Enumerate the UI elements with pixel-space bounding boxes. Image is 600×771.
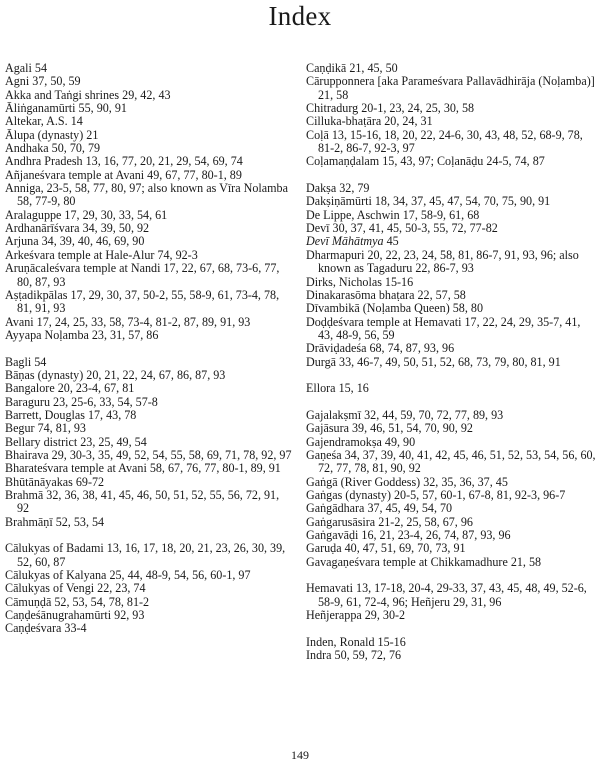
index-entry: Arjuna 34, 39, 40, 46, 69, 90 xyxy=(5,234,145,249)
index-entry-title-italic: Devī Māhātmya xyxy=(306,234,384,249)
index-entry: Ālupa (dynasty) 21 xyxy=(5,127,99,142)
index-entry: Devī 30, 37, 41, 45, 50-3, 55, 72, 77-82 xyxy=(306,221,498,236)
index-entry: Chitradurg 20-1, 23, 24, 25, 30, 58 xyxy=(306,101,475,116)
letter-group-gap xyxy=(306,622,596,635)
index-entry: Agni 37, 50, 59 xyxy=(5,74,81,89)
page-title: Index xyxy=(268,1,332,31)
index-entry: Gaṅgavāḍi 16, 21, 23-4, 26, 74, 87, 93, 96 xyxy=(306,528,511,543)
index-entry: Arkeśvara temple at Hale-Alur 74, 92-3 xyxy=(5,247,198,262)
index-entry: Brahmāṇī 52, 53, 54 xyxy=(5,514,105,529)
index-entry: Anniga, 23-5, 58, 77, 80, 97; also known as Vīra Nolamba 58, 77-9, 80 xyxy=(5,181,288,209)
index-column-left xyxy=(5,62,292,636)
letter-group-gap xyxy=(5,342,292,355)
index-entry: Avani 17, 24, 25, 33, 58, 73-4, 81-2, 87, 89, 91, 93 xyxy=(5,314,251,329)
index-entry: Aralaguppe 17, 29, 30, 33, 54, 61 xyxy=(5,207,168,222)
letter-group-gap xyxy=(5,529,292,542)
index-column-right xyxy=(306,62,596,662)
index-entry: Indra 50, 59, 72, 76 xyxy=(306,648,402,663)
index-entry: Caṇḍikā 21, 45, 50 xyxy=(306,61,398,75)
index-entry: Bellary district 23, 25, 49, 54 xyxy=(5,434,147,449)
index-entry: Inden, Ronald 15-16 xyxy=(306,634,406,649)
letter-group-gap xyxy=(306,396,596,409)
index-entry: Ellora 15, 16 xyxy=(306,381,369,396)
index-entry: Cārupponnera [aka Parameśvara Pallavādhirāja (Noḷamba)] 21, 58 xyxy=(306,74,595,102)
letter-group-gap xyxy=(306,169,596,182)
letter-group-gap xyxy=(306,569,596,582)
index-entry: Bhūtānāyakas 69-72 xyxy=(5,474,105,489)
index-entry: Begur 74, 81, 93 xyxy=(5,421,86,436)
index-entry: Aṣṭadikpālas 17, 29, 30, 37, 50-2, 55, 58-9, 61, 73-4, 78, 81, 91, 93 xyxy=(5,287,280,316)
index-entry: Dinakarasōma bhaṭara 22, 57, 58 xyxy=(306,287,466,302)
index-entry: Drāviḍadeśa 68, 74, 87, 93, 96 xyxy=(306,341,455,356)
index-entry: Dharmapuri 20, 22, 23, 24, 58, 81, 86-7, 91, 93, 96; also known as Tagaduru 22, 86-7, 93 xyxy=(306,247,579,276)
index-entry: Gaṅgādhara 37, 45, 49, 54, 70 xyxy=(306,501,453,516)
index-entry: Doḍḍeśvara temple at Hemavati 17, 22, 24, 29, 35-7, 41, 43, 48-9, 56, 59 xyxy=(306,314,581,342)
index-entry: Dakṣa 32, 79 xyxy=(306,181,370,196)
index-entry: Cilluka-bhaṭāra 20, 24, 31 xyxy=(306,114,433,129)
index-entry: Bangalore 20, 23-4, 67, 81 xyxy=(5,381,135,396)
index-entry: Gaṅgā (River Goddess) 32, 35, 36, 37, 45 xyxy=(306,474,508,489)
index-entry: Akka and Taṅgi shrines 29, 42, 43 xyxy=(5,87,171,102)
index-entry: Cālukyas of Kalyana 25, 44, 48-9, 54, 56, 60-1, 97 xyxy=(5,568,251,583)
index-entry: Bhairava 29, 30-3, 35, 49, 52, 54, 55, 58, 69, 71, 78, 92, 97 xyxy=(5,447,292,462)
index-entry: Caṇḍeśvara 33-4 xyxy=(5,621,87,636)
index-entry: Garuḍa 40, 47, 51, 69, 70, 73, 91 xyxy=(306,541,466,556)
index-entry: Gajendramokṣa 49, 90 xyxy=(306,434,416,449)
index-entry: Hemavati 13, 17-18, 20-4, 29-33, 37, 43, 45, 48, 49, 52-6, 58-9, 61, 72-4, 96; Heñjeru 29, 31, 96 xyxy=(306,581,587,609)
index-entry: Coḷā 13, 15-16, 18, 20, 22, 24-6, 30, 43, 48, 52, 68-9, 78, 81-2, 86-7, 92-3, 97 xyxy=(306,127,583,156)
index-entry: Brahmā 32, 36, 38, 41, 45, 46, 50, 51, 52, 55, 56, 72, 91, 92 xyxy=(5,488,280,516)
index-entry: Āliṅganamūrti 55, 90, 91 xyxy=(5,101,127,116)
index-entry: Agali 54 xyxy=(5,61,47,75)
index-entry: Ayyapa Noḷamba 23, 31, 57, 86 xyxy=(5,327,159,342)
index-entry: Cāmuṇḍā 52, 53, 54, 78, 81-2 xyxy=(5,594,150,609)
index-entry: Bharateśvara temple at Avani 58, 67, 76, 77, 80-1, 89, 91 xyxy=(5,461,281,476)
page-number: 149 xyxy=(291,748,309,762)
index-entry: Barrett, Douglas 17, 43, 78 xyxy=(5,407,137,422)
index-entry: Gavagaṇeśvara temple at Chikkamadhure 21, 58 xyxy=(306,554,542,569)
index-entry: Gaṅgas (dynasty) 20-5, 57, 60-1, 67-8, 81, 92-3, 96-7 xyxy=(306,488,566,502)
index-entry: Durgā 33, 46-7, 49, 50, 51, 52, 68, 73, 79, 80, 81, 91 xyxy=(306,354,561,369)
index-entry: Dirks, Nicholas 15-16 xyxy=(306,274,414,289)
index-entry: De Lippe, Aschwin 17, 58-9, 61, 68 xyxy=(306,207,480,222)
index-entry: Aruṇācaleśvara temple at Nandi 17, 22, 67, 68, 73-6, 77, 80, 87, 93 xyxy=(5,261,280,289)
letter-group-gap xyxy=(306,369,596,382)
index-entry: Cālukyas of Vengi 22, 23, 74 xyxy=(5,581,146,596)
index-entry: Gajāsura 39, 46, 51, 54, 70, 90, 92 xyxy=(306,421,473,436)
index-entry: Dakṣiṇāmūrti 18, 34, 37, 45, 47, 54, 70, 75, 90, 91 xyxy=(306,194,551,209)
index-entry: Gaṇeśa 34, 37, 39, 40, 41, 42, 45, 46, 51, 52, 53, 54, 56, 60, 72, 77, 78, 81, 90, 92 xyxy=(306,447,596,476)
index-entry-pages: 45 xyxy=(383,234,399,249)
index-entry: Altekar, A.S. 14 xyxy=(5,114,83,129)
index-entry: Andhaka 50, 70, 79 xyxy=(5,141,101,156)
index-entry: Baraguru 23, 25-6, 33, 54, 57-8 xyxy=(5,394,158,409)
index-entry: Añjaneśvara temple at Avani 49, 67, 77, 80-1, 89 xyxy=(5,167,242,182)
index-entry xyxy=(306,235,596,248)
index-entry: Bāṇas (dynasty) 20, 21, 22, 24, 67, 86, 87, 93 xyxy=(5,367,226,382)
index-entry: Gajalakṣmī 32, 44, 59, 70, 72, 77, 89, 93 xyxy=(306,407,504,422)
index-entry: Ardhanārīśvara 34, 39, 50, 92 xyxy=(5,221,150,236)
index-entry: Andhra Pradesh 13, 16, 77, 20, 21, 29, 54, 69, 74 xyxy=(5,154,243,169)
index-entry: Cālukyas of Badami 13, 16, 17, 18, 20, 21, 23, 26, 30, 39, 52, 60, 87 xyxy=(5,541,286,569)
index-entry: Dīvambikā (Noḷamba Queen) 58, 80 xyxy=(306,301,483,316)
index-entry: Heñjerappa 29, 30-2 xyxy=(306,608,406,623)
index-entry: Caṇḍeśānugrahamūrti 92, 93 xyxy=(5,608,145,623)
index-entry: Gaṅgarusāsira 21-2, 25, 58, 67, 96 xyxy=(306,514,473,529)
index-entry: Coḷamaṇḍalam 15, 43, 97; Coḷanāḍu 24-5, 74, 87 xyxy=(306,154,545,169)
index-entry: Bagli 54 xyxy=(5,354,47,369)
